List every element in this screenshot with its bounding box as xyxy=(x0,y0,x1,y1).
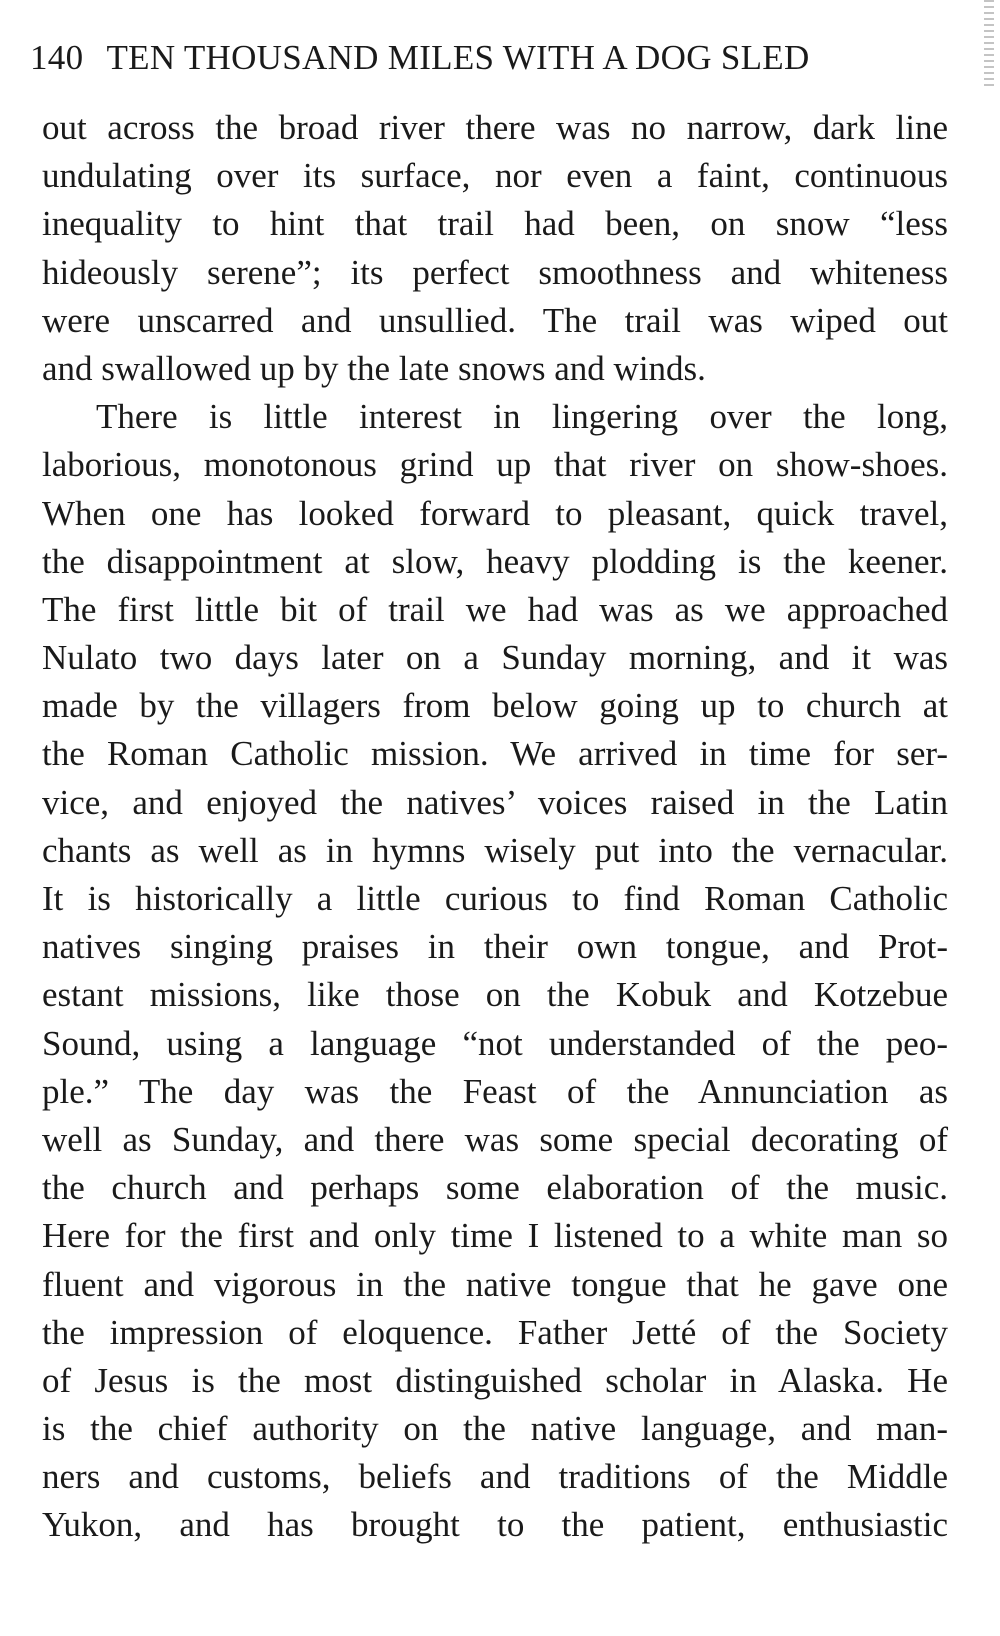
page-edge-mark xyxy=(984,0,994,90)
text-line: ple.” The day was the Feast of the Annunciation as xyxy=(42,1071,948,1111)
text-line: natives singing praises in their own tongue, and Prot- xyxy=(42,927,948,967)
text-line: ners and customs, beliefs and traditions of the Middle xyxy=(42,1457,948,1497)
text-line: were unscarred and unsullied. The trail was wiped out xyxy=(42,300,948,340)
text-line: chants as well as in hymns wisely put into the vernacular. xyxy=(42,830,948,870)
body-text xyxy=(42,104,948,1550)
text-line: estant missions, like those on the Kobuk and Kotzebue xyxy=(42,975,948,1015)
text-line: undulating over its surface, nor even a faint, continuous xyxy=(42,156,948,196)
text-line: hideously serene”; its perfect smoothness and whiteness xyxy=(42,252,948,292)
text-line: the church and perhaps some elaboration of the music. xyxy=(42,1168,948,1208)
text-line: Yukon, and has brought to the patient, enthusiastic xyxy=(42,1505,948,1545)
text-line: out across the broad river there was no narrow, dark line xyxy=(42,108,948,147)
text-line: vice, and enjoyed the natives’ voices raised in the Latin xyxy=(42,782,948,822)
text-line: There is little interest in lingering over the long, xyxy=(96,397,948,437)
text-line: made by the villagers from below going up to church at xyxy=(42,686,948,726)
text-line: The first little bit of trail we had was as we approached xyxy=(42,589,948,629)
text-line: When one has looked forward to pleasant, quick travel, xyxy=(42,493,948,533)
text-line: is the chief authority on the native language, and man- xyxy=(42,1409,948,1449)
text-line: Here for the first and only time I listened to a white man so xyxy=(42,1216,948,1256)
text-line: and swallowed up by the late snows and winds. xyxy=(42,348,706,388)
running-head-title: TEN THOUSAND MILES WITH A DOG SLED xyxy=(106,38,810,77)
page-number: 140 xyxy=(30,38,84,77)
text-line: inequality to hint that trail had been, on snow “less xyxy=(42,204,948,244)
text-line: Nulato two days later on a Sunday morning, and it was xyxy=(42,638,948,678)
running-head xyxy=(30,33,960,83)
text-line: the Roman Catholic mission. We arrived in time for ser- xyxy=(42,734,948,774)
text-line: It is historically a little curious to find Roman Catholic xyxy=(42,879,948,918)
text-line: the impression of eloquence. Father Jetté of the Society xyxy=(42,1312,948,1352)
text-line: Sound, using a language “not understanded of the peo- xyxy=(42,1023,948,1063)
text-line: of Jesus is the most distinguished scholar in Alaska. He xyxy=(42,1360,948,1400)
text-line: well as Sunday, and there was some special decorating of xyxy=(42,1119,948,1159)
text-line: laborious, monotonous grind up that river on show-shoes. xyxy=(42,445,948,485)
text-line: the disappointment at slow, heavy plodding is the keener. xyxy=(42,541,948,581)
text-line: fluent and vigorous in the native tongue that he gave one xyxy=(42,1264,948,1304)
